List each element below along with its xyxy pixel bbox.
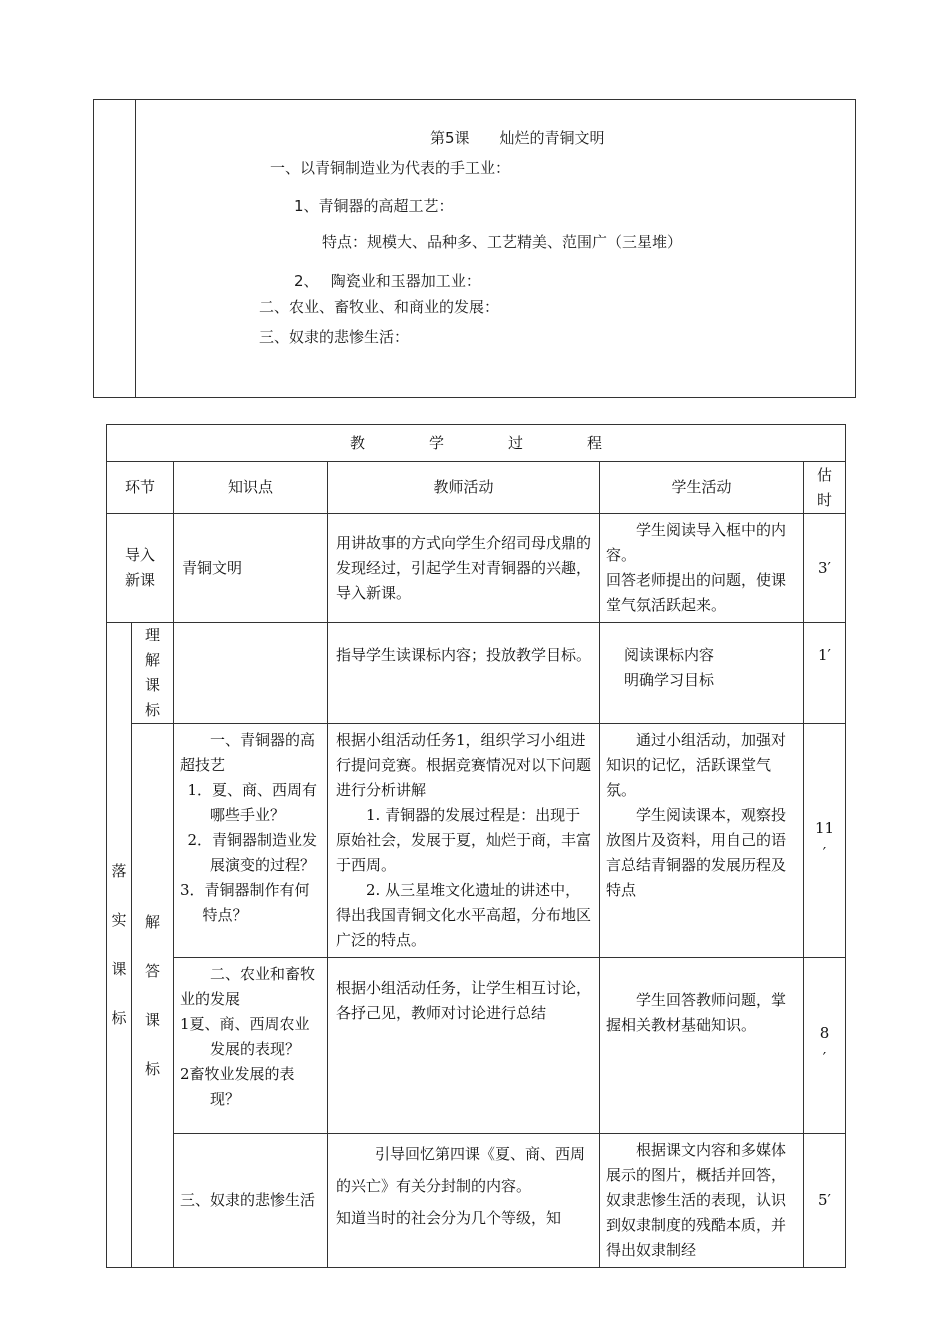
- header-student: 学生活动: [600, 462, 804, 514]
- slave-time: 5′: [804, 1134, 846, 1268]
- slave-knowledge: 三、奴隶的悲惨生活: [174, 1134, 328, 1268]
- header-teacher: 教师活动: [328, 462, 600, 514]
- board-line-1: 一、以青铜制造业为代表的手工业：: [270, 159, 511, 177]
- row-bronze: [107, 724, 846, 958]
- board-line-6: 三、奴隶的悲惨生活：: [259, 328, 410, 346]
- intro-knowledge: 青铜文明: [174, 514, 328, 623]
- understand-knowledge: [174, 623, 328, 724]
- intro-time: 3′: [804, 514, 846, 623]
- intro-section: 导入 新课: [107, 514, 174, 623]
- agri-time: 8 ′: [804, 958, 846, 1134]
- row-understand: [107, 623, 846, 724]
- slave-student: 根据课文内容和多媒体展示的图片，概括并回答，奴隶悲惨生活的表现，认识到奴隶制度的残酷本质，并得出奴隶制经: [600, 1134, 804, 1268]
- agri-student: 学生回答教师问题，掌握相关教材基础知识。: [600, 958, 804, 1134]
- header-time: 估 时: [804, 462, 846, 514]
- blackboard-design-box: [93, 99, 856, 398]
- table-header-row: [107, 462, 846, 514]
- bronze-knowledge: 一、青铜器的高超技艺 1．夏、商、西周有哪些手业？ 2．青铜器制造业发展演变的过程？ 3．青铜器制作有何特点？: [174, 724, 328, 958]
- slave-teacher: 引导回忆第四课《夏、商、西周的兴亡》有关分封制的内容。 知道当时的社会分为几个等级，知: [328, 1134, 600, 1268]
- board-left-column: [94, 100, 136, 397]
- board-title: 第5课 灿烂的青铜文明: [430, 129, 605, 147]
- understand-student: 阅读课标内容 明确学习目标: [600, 623, 804, 724]
- board-line-2: 1、青铜器的高超工艺：: [294, 197, 454, 215]
- table-title: 教 学 过 程: [107, 425, 846, 462]
- bronze-time: 11 ′: [804, 724, 846, 958]
- intro-teacher: 用讲故事的方式向学生介绍司母戊鼎的发现经过，引起学生对青铜器的兴趣，导入新课。: [328, 514, 600, 623]
- bronze-teacher: 根据小组活动任务1，组织学习小组进行提问竞赛。根据竞赛情况对以下问题进行分析讲解 1. 青铜器的发展过程是：出现于原始社会，发展于夏，灿烂于商，丰富于西周。 2. 从三星堆文化遗址的讲述中，得出我国青铜文化水平高超，分布地区广泛的特点。: [328, 724, 600, 958]
- header-section: 环节: [107, 462, 174, 514]
- board-line-4: 2、 陶瓷业和玉器加工业：: [294, 272, 481, 290]
- teaching-process-table: [106, 424, 846, 1268]
- understand-time: 1′: [804, 623, 846, 724]
- header-knowledge: 知识点: [174, 462, 328, 514]
- board-line-5: 二、农业、畜牧业、和商业的发展：: [259, 298, 500, 316]
- row-agri: [107, 958, 846, 1134]
- row-intro: [107, 514, 846, 623]
- board-line-3: 特点：规模大、品种多、工艺精美、范围广（三星堆）: [322, 233, 683, 251]
- row-slave: [107, 1134, 846, 1268]
- group-label: 落 实 课 标: [107, 623, 132, 1268]
- bronze-student: 通过小组活动，加强对知识的记忆，活跃课堂气氛。 学生阅读课本，观察投放图片及资料，用自己的语言总结青铜器的发展历程及特点: [600, 724, 804, 958]
- understand-sub: 理 解 课 标: [132, 623, 174, 724]
- agri-knowledge: 二、农业和畜牧业的发展 1夏、商、西周农业发展的表现？ 2畜牧业发展的表现？: [174, 958, 328, 1134]
- table-title-row: [107, 425, 846, 462]
- agri-teacher: 根据小组活动任务，让学生相互讨论，各抒己见，教师对讨论进行总结: [328, 958, 600, 1134]
- understand-teacher: 指导学生读课标内容；投放教学目标。: [328, 623, 600, 724]
- answer-sub: 解 答 课 标: [132, 724, 174, 1268]
- intro-student: 学生阅读导入框中的内容。 回答老师提出的问题，使课堂气氛活跃起来。: [600, 514, 804, 623]
